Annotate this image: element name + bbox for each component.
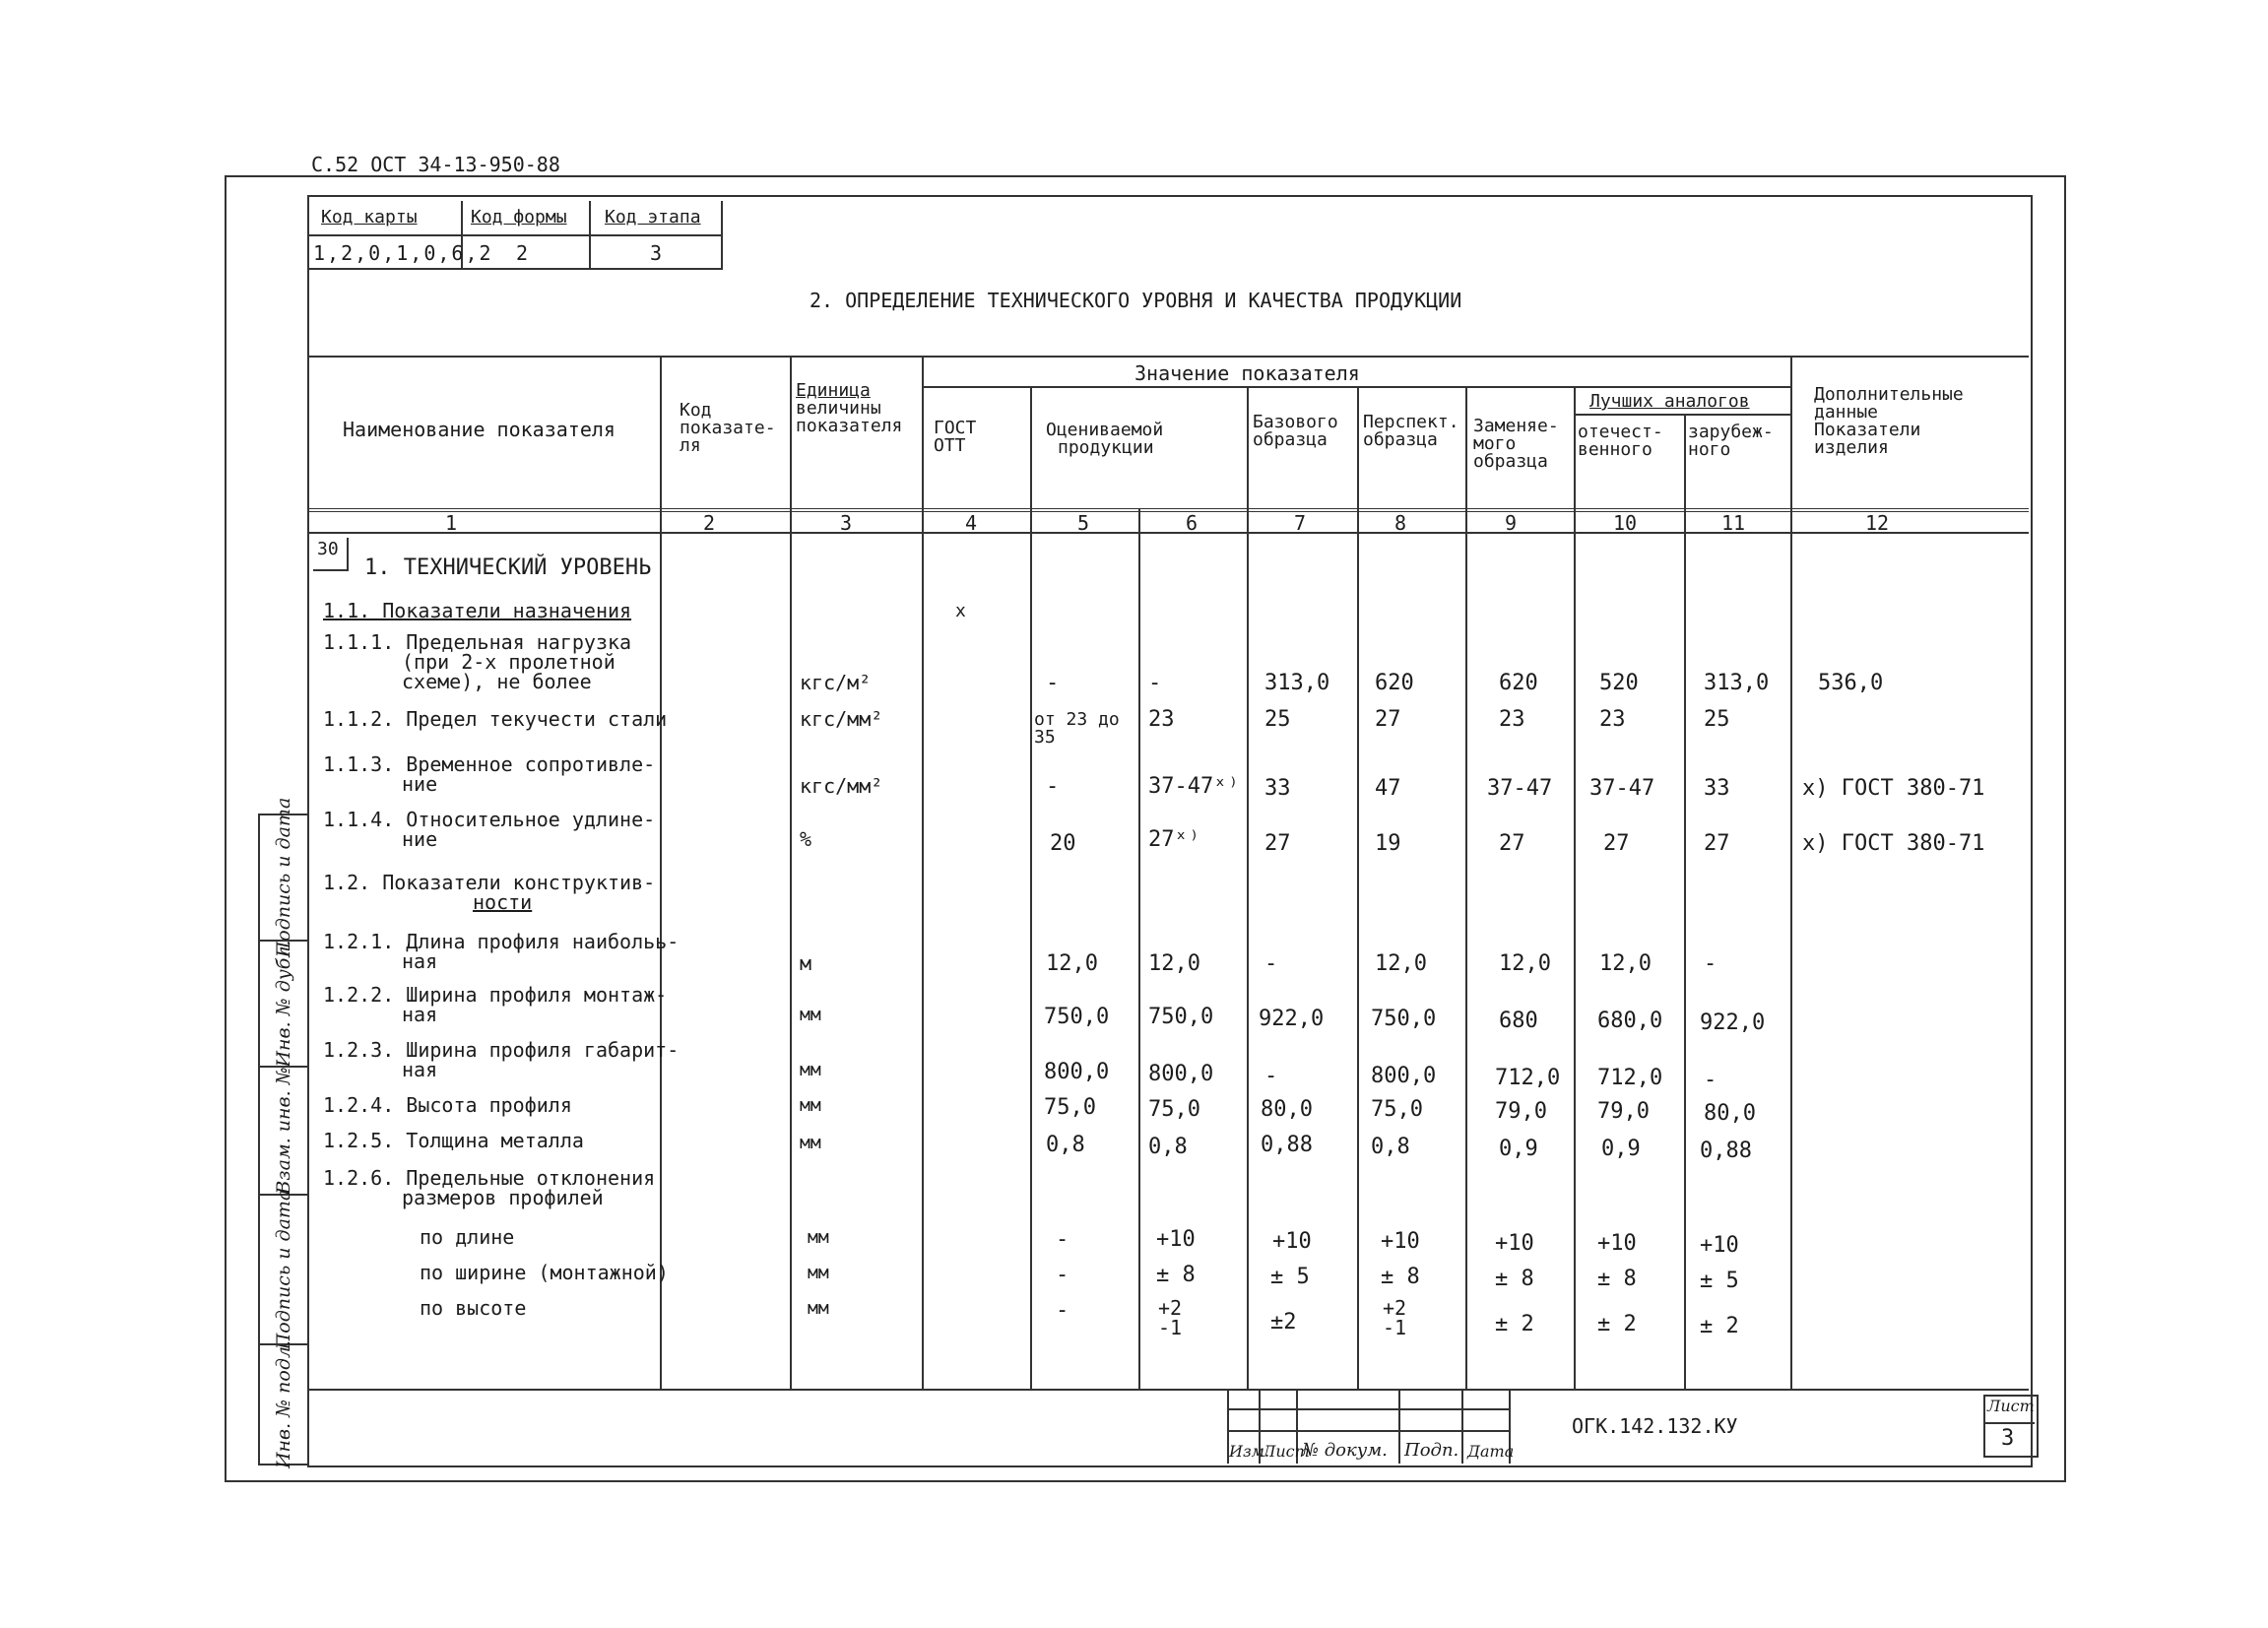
cell-col9: 620 (1499, 671, 1538, 695)
header-additional: Дополнительные данные Показатели изделия (1814, 384, 1964, 458)
cell-col10: 520 (1599, 671, 1639, 695)
cell-col8: 12,0 (1375, 951, 1427, 976)
row-name: 1.2.1. Длина профиля наибольь- ная (323, 930, 680, 973)
cell-col5: 750,0 (1044, 1005, 1110, 1029)
cell-col7: 80,0 (1261, 1097, 1313, 1122)
col-num-10: 10 (1613, 511, 1638, 535)
header-foreign: зарубеж- ного (1688, 422, 1774, 460)
cell-col10: 712,0 (1597, 1066, 1663, 1090)
cell-col5: - (1046, 774, 1060, 799)
stamp-original-inv-no: Инв. № подл. (273, 1339, 294, 1469)
cell-unit: мм (808, 1227, 829, 1248)
cell-col7: 922,0 (1259, 1007, 1325, 1031)
cell-col11: 33 (1704, 776, 1730, 801)
header-unit: Единица величины показателя (796, 380, 903, 436)
col-num-5: 5 (1077, 511, 1090, 535)
cell-col10: +10 (1597, 1231, 1637, 1256)
stamp-replace-inv-no: Взам. инв. № (273, 1067, 294, 1195)
cell-col11: - (1704, 951, 1717, 976)
cell-col10: 12,0 (1599, 951, 1652, 976)
cell-col7: 313,0 (1264, 671, 1330, 695)
cell-col6: ± 8 (1156, 1263, 1196, 1287)
cell-col11: 313,0 (1704, 671, 1770, 695)
card-code-value: 1,2,0,1,0,6,2 (313, 241, 493, 265)
cell-col8: +10 (1381, 1229, 1420, 1254)
cell-col10: 23 (1599, 707, 1626, 732)
cell-col5: 800,0 (1044, 1060, 1110, 1084)
col-num-6: 6 (1186, 511, 1199, 535)
row-name: 1.2.4. Высота профиля (323, 1093, 572, 1117)
stamp-signature-date-1: Подпись и дата (273, 1189, 294, 1350)
cell-col7: +10 (1272, 1229, 1312, 1254)
cell-col11: - (1704, 1068, 1717, 1092)
col-num-7: 7 (1294, 511, 1307, 535)
cell-unit: мм (800, 1005, 821, 1025)
cell-col8: 27 (1375, 707, 1401, 732)
col-num-3: 3 (840, 511, 853, 535)
cell-col9: 37-47 (1487, 776, 1553, 801)
cell-col10: 37-47 (1589, 776, 1655, 801)
cell-unit: кгс/м² (800, 671, 872, 694)
cell-unit: мм (808, 1263, 829, 1283)
cell-col7: 33 (1264, 776, 1291, 801)
header-code: Код показате- ля (680, 400, 776, 456)
row-name: 1.1.4. Относительное удлине- ние (323, 808, 656, 851)
row-name: по высоте (420, 1296, 527, 1320)
cell-col12: 536,0 (1818, 671, 1884, 695)
cell-unit: м (800, 951, 812, 975)
cell-col8: 620 (1375, 671, 1414, 695)
cell-col5: от 23 до 35 (1034, 709, 1120, 748)
row-name: 1.2.6. Предельные отклонения размеров профилей (323, 1166, 656, 1209)
cell-col9: 0,9 (1499, 1137, 1538, 1161)
row-name: по ширине (монтажной) (420, 1261, 669, 1284)
row-name: 1.1. Показатели назначения (323, 599, 632, 622)
cell-col10: 79,0 (1597, 1099, 1650, 1124)
cell-col6: 0,8 (1148, 1135, 1188, 1159)
tb-label-date: Дата (1467, 1442, 1515, 1461)
cell-col11: ± 2 (1700, 1314, 1739, 1338)
cell-col8: 47 (1375, 776, 1401, 801)
cell-col7: 25 (1264, 707, 1291, 732)
card-code-label: Код карты (321, 207, 418, 228)
row-name: по длине (420, 1225, 515, 1249)
cell-col10: 680,0 (1597, 1009, 1663, 1033)
cell-unit: кгс/мм² (800, 707, 883, 731)
cell-unit: % (800, 827, 812, 851)
stage-code-value: 3 (650, 241, 663, 265)
cell-unit: мм (800, 1095, 821, 1116)
col-num-1: 1 (445, 511, 458, 535)
tb-label-change: Изм. (1229, 1442, 1270, 1461)
row-name: 1.1.1. Предельная нагрузка (при 2-х пролетной схеме), не более (323, 630, 632, 693)
cell-col11: 27 (1704, 831, 1730, 856)
left-stamp (258, 797, 307, 1469)
page-header: С.52 ОСТ 34-13-950-88 (311, 153, 560, 176)
tb-doc-code: ОГК.142.132.КУ (1572, 1414, 1738, 1438)
section-title: 2. ОПРЕДЕЛЕНИЕ ТЕХНИЧЕСКОГО УРОВНЯ И КАЧЕСТВА ПРОДУКЦИИ (810, 289, 1462, 312)
stage-code-label: Код этапа (605, 207, 701, 228)
cell-col8: 75,0 (1371, 1097, 1423, 1122)
row-name: 1.2.3. Ширина профиля габарит- ная (323, 1038, 680, 1081)
col-num-12: 12 (1865, 511, 1890, 535)
cell-col5: 12,0 (1046, 951, 1098, 976)
cell-col8: +2 -1 (1383, 1296, 1407, 1339)
tb-label-doc-no: № докум. (1302, 1440, 1388, 1461)
row-name: 1.2.5. Толщина металла (323, 1129, 584, 1152)
cell-col8: 800,0 (1371, 1064, 1437, 1088)
cell-col8: ± 8 (1381, 1265, 1420, 1289)
header-gost: ГОСТ ОТТ (934, 418, 977, 456)
header-base: Базового образца (1253, 412, 1338, 450)
cell-col7: 0,88 (1261, 1133, 1313, 1157)
header-best-analogs: Лучших аналогов (1589, 391, 1750, 412)
cell-col9: 23 (1499, 707, 1525, 732)
cell-col9: 712,0 (1495, 1066, 1561, 1090)
cell-col6: - (1148, 671, 1162, 695)
cell-col9: +10 (1495, 1231, 1534, 1256)
cell-col11: 0,88 (1700, 1139, 1752, 1163)
form-code-label: Код формы (471, 207, 567, 228)
cell-col6: 27ˣ⁾ (1148, 827, 1200, 852)
col-num-2: 2 (703, 511, 716, 535)
cell-col11: 80,0 (1704, 1101, 1756, 1126)
col-num-4: 4 (965, 511, 978, 535)
row-name: 1.1.2. Предел текучести стали (323, 707, 668, 731)
cell-col7: ± 5 (1270, 1265, 1310, 1289)
cell-col6: 750,0 (1148, 1005, 1214, 1029)
cell-col6: 23 (1148, 707, 1175, 732)
cell-col9: ± 8 (1495, 1267, 1534, 1291)
cell-col11: +10 (1700, 1233, 1739, 1258)
header-domestic: отечест- венного (1578, 422, 1663, 460)
cell-col9: 680 (1499, 1009, 1538, 1033)
stamp-duplicate-no: Инв. № дубл. (273, 940, 294, 1068)
cell-col11: 25 (1704, 707, 1730, 732)
cell-col6: +10 (1156, 1227, 1196, 1252)
cell-col5: - (1056, 1298, 1069, 1323)
header-name: Наименование показателя (343, 418, 616, 441)
form-code-value: 2 (516, 241, 529, 265)
cell-col5: 0,8 (1046, 1133, 1085, 1157)
header-replaced: Заменяе- мого образца (1473, 416, 1559, 472)
cell-col10: 27 (1603, 831, 1630, 856)
cell-col5: 20 (1050, 831, 1076, 856)
cell-unit: мм (800, 1060, 821, 1080)
box-number: 30 (317, 539, 339, 559)
cell-col8: 750,0 (1371, 1007, 1437, 1031)
col-num-9: 9 (1505, 511, 1518, 535)
cell-col5: - (1046, 671, 1060, 695)
cell-col10: ± 8 (1597, 1267, 1637, 1291)
col-num-11: 11 (1721, 511, 1746, 535)
cell-col10: 0,9 (1601, 1137, 1641, 1161)
row-name: 1.1.3. Временное сопротивле- ние (323, 752, 656, 796)
cell-col10: ± 2 (1597, 1312, 1637, 1336)
header-evaluated: Оцениваемой продукции (1046, 420, 1164, 458)
row-name: 1.2.2. Ширина профиля монтаж- ная (323, 983, 668, 1026)
cell-col9: 12,0 (1499, 951, 1551, 976)
cell-col4: x (955, 601, 966, 621)
cell-col12: x) ГОСТ 380-71 (1802, 831, 1985, 856)
stamp-signature-date-2: Подпись и дата (273, 797, 294, 958)
tb-label-signature: Подп. (1404, 1440, 1459, 1461)
cell-col7: - (1264, 1064, 1278, 1088)
cell-col7: - (1264, 951, 1278, 976)
cell-col5: 75,0 (1044, 1095, 1096, 1120)
tb-sheet-label: Лист (1987, 1397, 2035, 1415)
col-num-8: 8 (1394, 511, 1407, 535)
cell-col6: +2 -1 (1158, 1296, 1183, 1339)
cell-unit: кгс/мм² (800, 774, 883, 798)
cell-unit: мм (800, 1133, 821, 1153)
cell-col6: 800,0 (1148, 1062, 1214, 1086)
header-perspective: Перспект. образца (1363, 412, 1459, 450)
tb-label-sheet: Лист (1263, 1442, 1310, 1461)
cell-col9: ± 2 (1495, 1312, 1534, 1336)
tb-sheet-number: 3 (2001, 1426, 2015, 1451)
cell-col12: x) ГОСТ 380-71 (1802, 776, 1985, 801)
cell-col11: 922,0 (1700, 1010, 1766, 1035)
cell-unit: мм (808, 1298, 829, 1319)
cell-col5: - (1056, 1227, 1069, 1252)
cell-col11: ± 5 (1700, 1269, 1739, 1293)
cell-col8: 0,8 (1371, 1135, 1410, 1159)
cell-col9: 27 (1499, 831, 1525, 856)
cell-col8: 19 (1375, 831, 1401, 856)
cell-col7: 27 (1264, 831, 1291, 856)
cell-col6: 37-47ˣ⁾ (1148, 774, 1240, 799)
row-name: 1.2. Показатели конструктив- ности (323, 871, 656, 914)
cell-col9: 79,0 (1495, 1099, 1547, 1124)
cell-col5: - (1056, 1263, 1069, 1287)
cell-col6: 75,0 (1148, 1097, 1200, 1122)
cell-col6: 12,0 (1148, 951, 1200, 976)
row-name: 1. ТЕХНИЧЕСКИЙ УРОВЕНЬ (364, 555, 652, 580)
header-value-group: Значение показателя (1134, 361, 1360, 385)
cell-col7: ±2 (1270, 1310, 1297, 1335)
